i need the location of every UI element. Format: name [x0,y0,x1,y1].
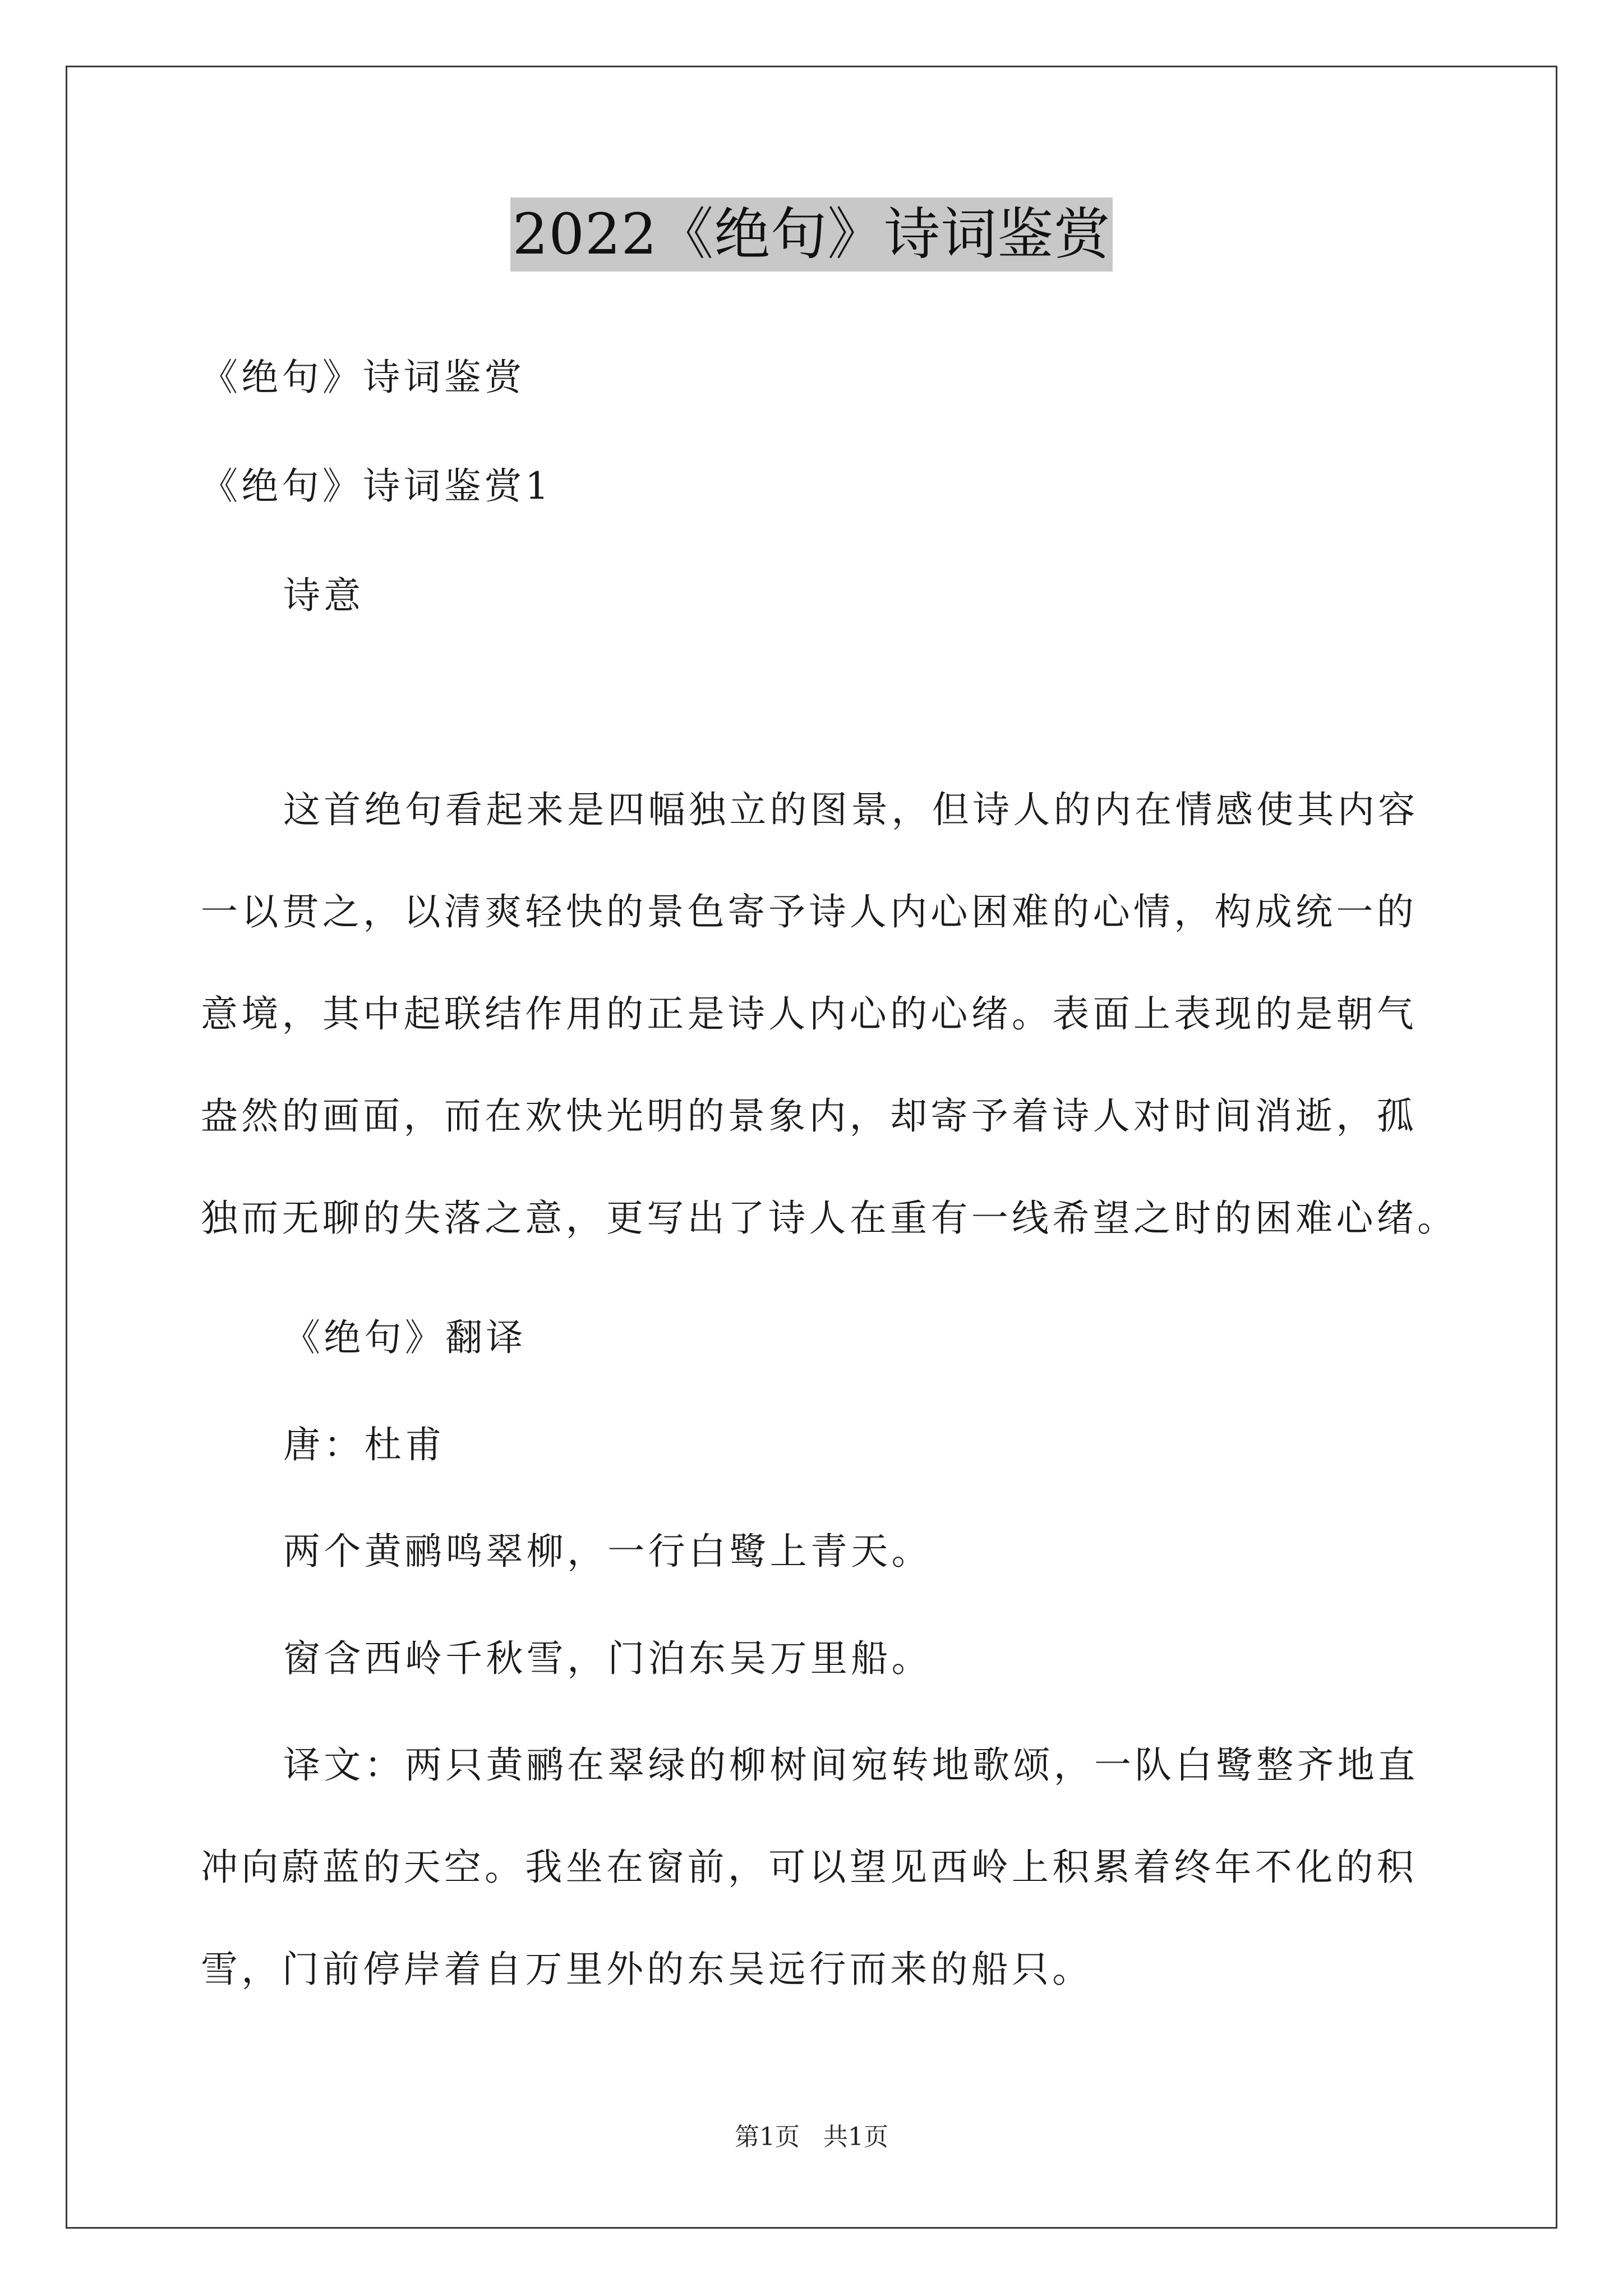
poem-line: 窗含西岭千秋雪，门泊东吴万里船。 [283,1637,932,1680]
page-number: 第1页 [735,2123,800,2151]
title-container [0,197,1623,272]
paragraph-line: 意境，其中起联结作用的正是诗人内心的心绪。表面上表现的是朝气 [201,992,1417,1036]
heading: 《绝句》诗词鉴赏 [201,356,525,399]
subheading: 《绝句》诗词鉴赏1 [201,464,552,508]
section-translation: 《绝句》翻译 [283,1316,527,1359]
translation-line: 冲向蔚蓝的天空。我坐在窗前，可以望见西岭上积累着终年不化的积 [201,1846,1417,1889]
translation-line: 译文：两只黄鹂在翠绿的柳树间宛转地歌颂，一队白鹭整齐地直 [283,1743,1419,1787]
translation-line: 雪，门前停岸着自万里外的东吴远行而来的船只。 [201,1948,1093,1991]
poem-line: 两个黄鹂鸣翠柳，一行白鹭上青天。 [283,1530,932,1573]
paragraph-line: 盎然的画面，而在欢快光明的景象内，却寄予着诗人对时间消逝，孤 [201,1094,1417,1138]
author: 唐：杜甫 [283,1423,446,1466]
document-title: 2022《绝句》诗词鉴赏 [510,197,1113,272]
page-footer [0,2122,1623,2153]
section-poem-meaning: 诗意 [283,574,365,617]
paragraph-line: 独而无聊的失落之意，更写出了诗人在重有一线希望之时的困难心绪。 [201,1197,1458,1240]
paragraph-line: 一以贯之，以清爽轻快的景色寄予诗人内心困难的心情，构成统一的 [201,890,1417,933]
paragraph-line: 这首绝句看起来是四幅独立的图景，但诗人的内在情感使其内容 [283,788,1419,831]
page-total: 共1页 [823,2123,888,2151]
